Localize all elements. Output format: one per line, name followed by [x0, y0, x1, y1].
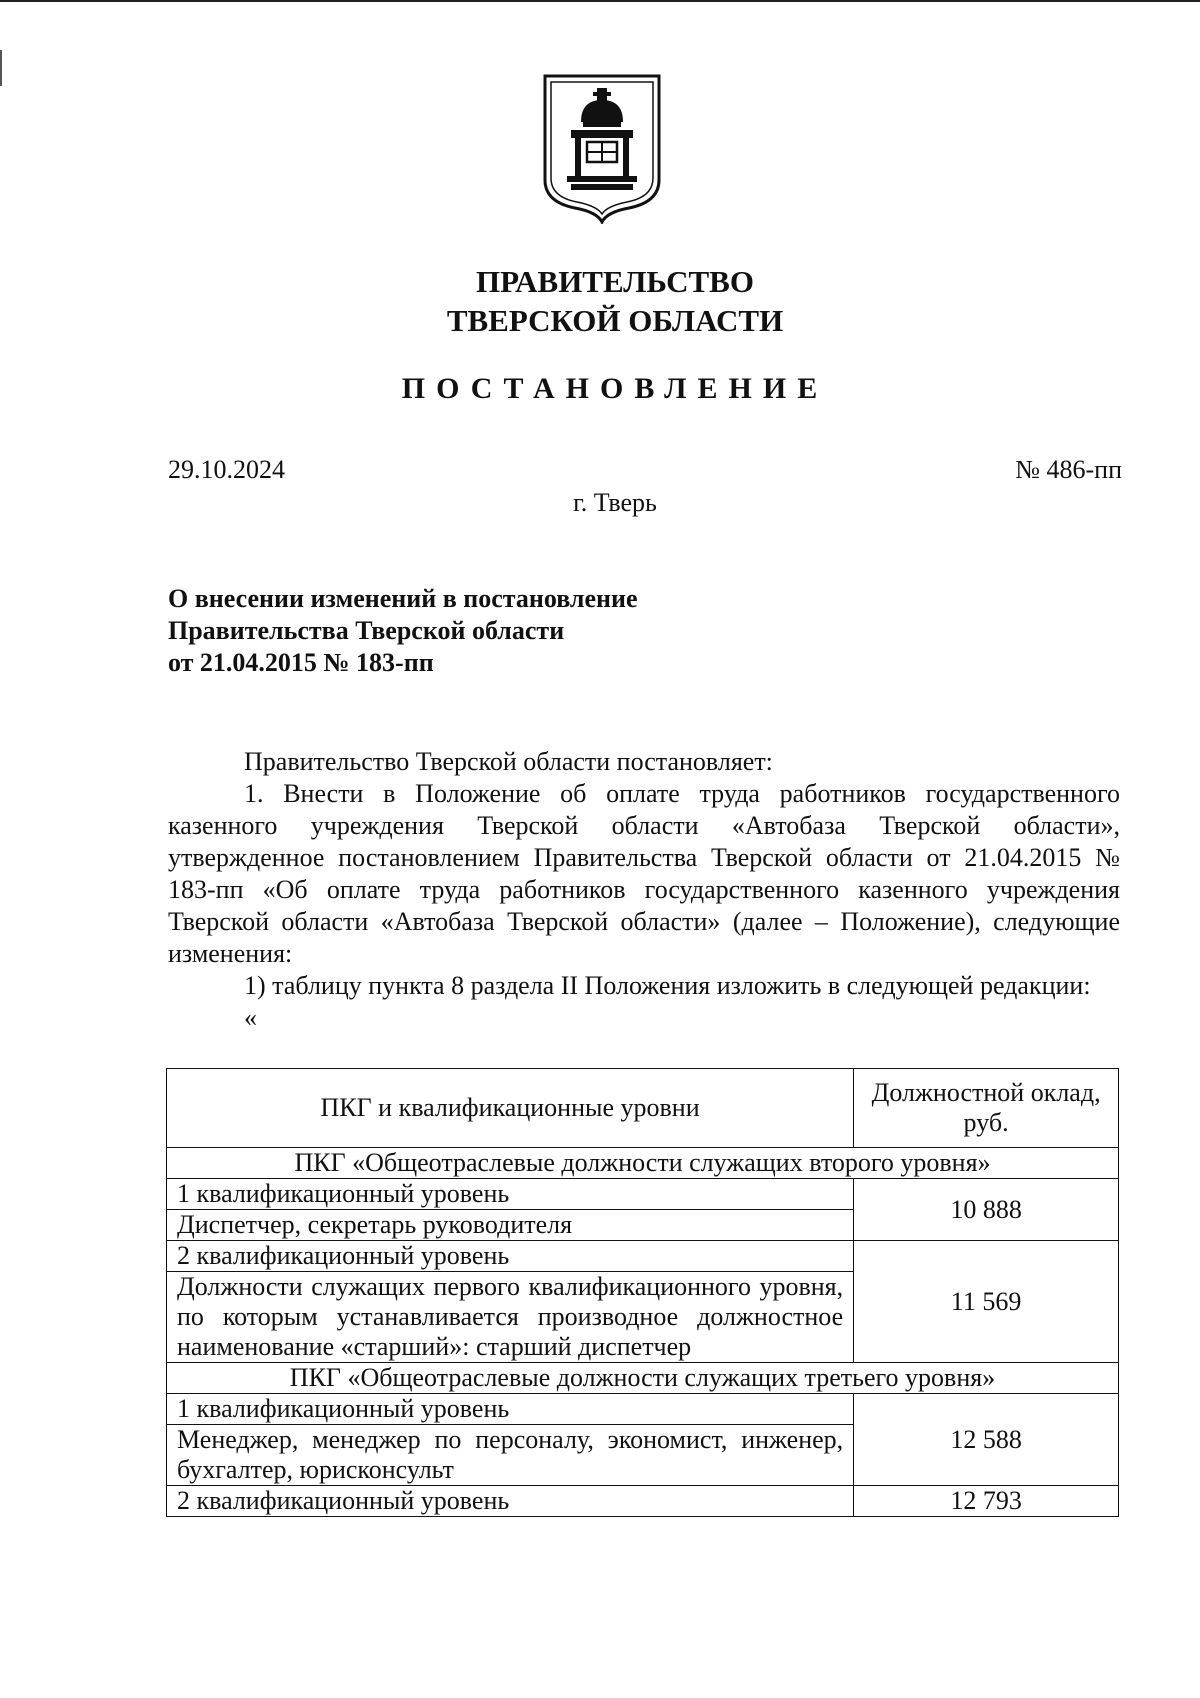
body-paragraph-2: 1. Внести в Положение об оплате труда работников государственного казенного учреждения Тверской области «Автобаза Тверской области», утвержденное постановлением Правительства Тверской области от 21.04.2015 № 183-пп «Об оплате труда работников государственного казенного учреждения Тверской области «Автобаза Тверской области» (далее – Положение), следующие изменения:	[168, 779, 1120, 968]
government-title-line2: ТВЕРСКОЙ ОБЛАСТИ	[446, 303, 784, 338]
header-qualification-levels: ПКГ и квалификационные уровни	[167, 1069, 854, 1148]
level-label: 2 квалификационный уровень	[167, 1241, 854, 1272]
subject-line2: Правительства Тверской области	[168, 616, 565, 645]
level-description: Должности служащих первого квалификационного уровня, по которым устанавливается производное должностное наименование «старший»: старший диспетчер	[167, 1272, 854, 1363]
level-description: Менеджер, менеджер по персоналу, экономист, инженер, бухгалтер, юрисконсульт	[167, 1425, 854, 1486]
table-row	[167, 1179, 1119, 1210]
document-subject	[168, 583, 638, 679]
subject-line1: О внесении изменений в постановление	[168, 584, 638, 613]
salary-table	[166, 1068, 1119, 1517]
coat-of-arms-icon	[541, 72, 663, 224]
body-paragraph-1: Правительство Тверской области постановляет:	[244, 747, 773, 776]
table-row	[167, 1486, 1119, 1517]
level-label: 1 квалификационный уровень	[167, 1179, 854, 1210]
subject-line3: от 21.04.2015 № 183-пп	[168, 648, 434, 677]
document-city: г. Тверь	[573, 488, 657, 517]
group-title-second-level: ПКГ «Общеотраслевые должности служащих второго уровня»	[167, 1148, 1119, 1179]
body-paragraph-3: 1) таблицу пункта 8 раздела II Положения изложить в следующей редакции:	[244, 971, 1091, 1000]
document-date: 29.10.2024	[168, 455, 285, 484]
table-row	[167, 1394, 1119, 1425]
level-label: 2 квалификационный уровень	[167, 1486, 854, 1517]
quote-open-mark: «	[244, 1003, 257, 1032]
level-description: Диспетчер, секретарь руководителя	[167, 1210, 854, 1241]
salary-value: 10 888	[854, 1179, 1119, 1241]
table-row	[167, 1241, 1119, 1272]
level-label: 1 квалификационный уровень	[167, 1394, 854, 1425]
salary-value: 11 569	[854, 1241, 1119, 1363]
table-header-row	[167, 1069, 1119, 1148]
header-salary: Должностной оклад, руб.	[854, 1069, 1119, 1148]
government-title-line1: ПРАВИТЕЛЬСТВО	[476, 264, 754, 299]
document-number: № 486-пп	[1015, 455, 1122, 484]
group-row	[167, 1148, 1119, 1179]
group-row	[167, 1363, 1119, 1394]
scan-edge-line	[0, 0, 1200, 2]
document-type: ПОСТАНОВЛЕНИЕ	[401, 372, 829, 405]
government-title	[0, 262, 1200, 340]
salary-value: 12 588	[854, 1394, 1119, 1486]
document-body	[168, 746, 1120, 1034]
salary-value: 12 793	[854, 1486, 1119, 1517]
group-title-third-level: ПКГ «Общеотраслевые должности служащих третьего уровня»	[167, 1363, 1119, 1394]
scan-mark	[0, 50, 2, 86]
